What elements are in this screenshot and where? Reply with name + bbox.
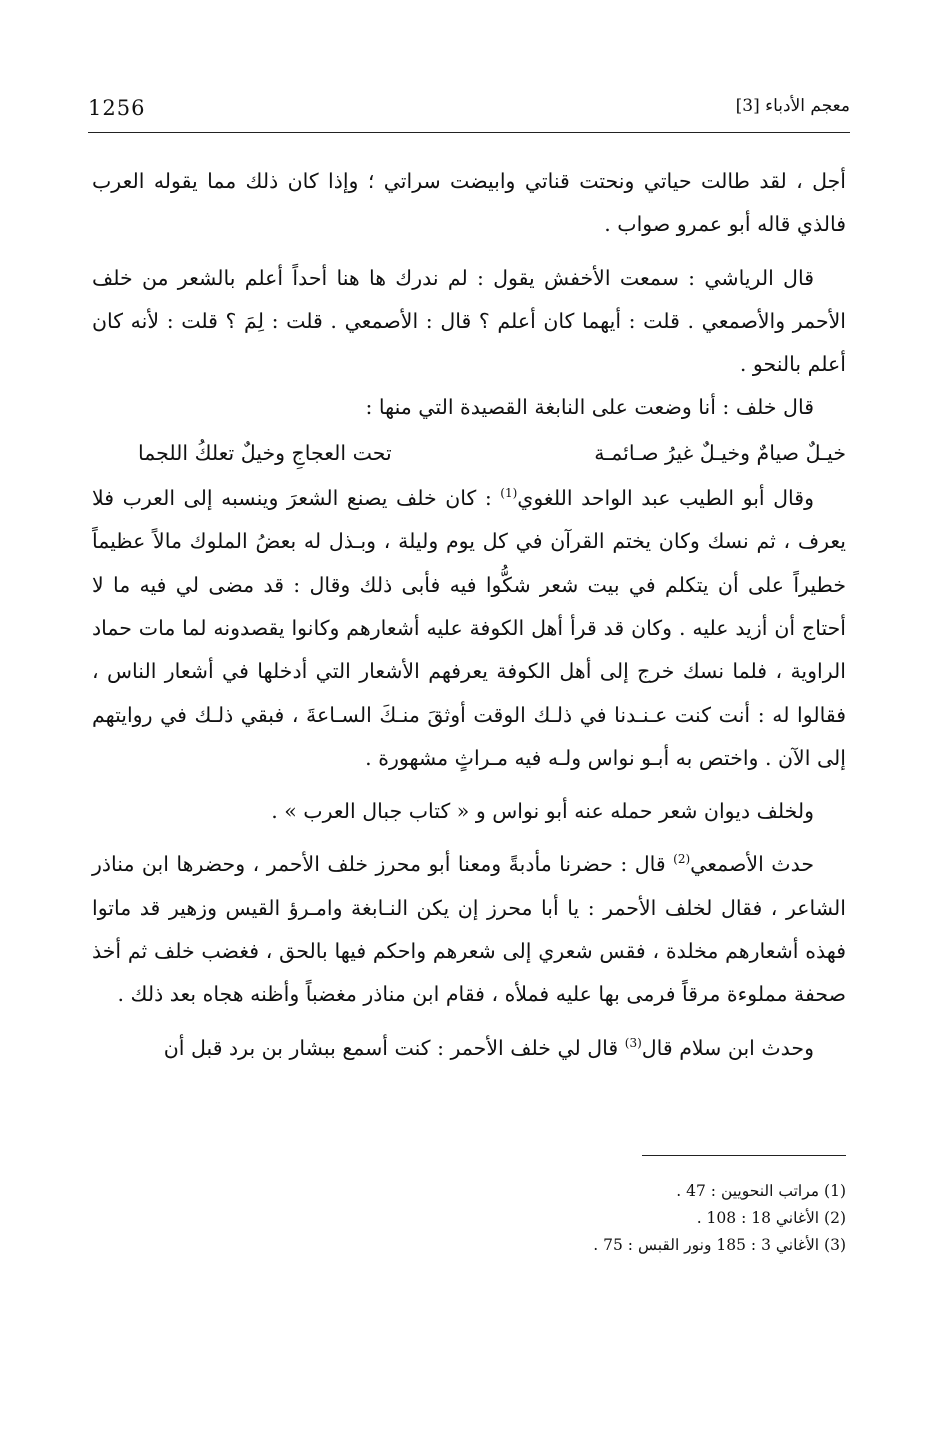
footnote-ref-2[interactable]: (2) [673, 852, 691, 867]
footnote-2: (2) الأغاني 18 : 108 . [696, 1209, 846, 1227]
paragraph-6 [92, 843, 846, 1016]
main-text [92, 160, 846, 1070]
paragraph-6-rest: قال : حضرنا مأدبةً ومعنا أبو محرز خلف الأحمر ، وحضرها ابن مناذر الشاعر ، فقال لخلف الأحمر : يا أبا محرز إن يكن النـابغة وامـرؤ القيس وزهير قد ماتوا فهذه أشعارهم مخلدة ، فقس شعري إلى شعرهم واحكم فيها بالحق ، فغضب خلف ثم أخذ صحفة مملوءة مرقاً فرمى بها عليه فملأه ، فقام ابن مناذر مغضباً وأظنه هجاه بعد ذلك . [92, 852, 846, 1007]
verse-first-hemistich: خيـلٌ صيامٌ وخيـلٌ غيرُ صـائمـة [594, 440, 846, 465]
footnote-divider [642, 1155, 846, 1156]
paragraph-3: قال خلف : أنا وضعت على النابغة القصيدة التي منها : [365, 395, 814, 420]
paragraph-7-rest: قال لي خلف الأحمر : كنت أسمع ببشار بن برد قبل أن [163, 1035, 625, 1060]
running-header [88, 96, 850, 130]
paragraph-4 [92, 477, 846, 780]
paragraph-4-rest: : كان خلف يصنع الشعرَ وينسبه إلى العرب فلا يعرف ، ثم نسك وكان يختم القرآن في كل يوم وليلة ، وبـذل له بعضُ الملوك مالاً عظيماً خطيراً على أن يتكلم في بيت شعر شكُّوا فيه فأبى ذلك وقال : قد مضى لي فيه ما لا أحتاج أن أزيد عليه . وكان قد قرأ أهل الكوفة عليه أشعارهم وكانوا يقصدونه لما مات حماد الراوية ، فلما نسك خرج إلى أهل الكوفة يعرفهم الأشعار التي أدخلها في أشعار الناس ، فقالوا له : أنت كنت عـنـدنا في ذلـك الوقت أوثقَ منـكَ السـاعةَ ، فبقي ذلـك في روايتهم إلى الآن . واختص به أبـو نواس ولـه فيه مـراثٍ مشهورة . [92, 486, 846, 770]
paragraph-4-start: وقال أبو الطيب عبد الواحد اللغوي [517, 486, 814, 511]
footnote-ref-3[interactable]: (3) [624, 1035, 642, 1050]
paragraph-7 [92, 1027, 846, 1070]
footnotes [92, 1178, 846, 1259]
footnote-3: (3) الأغاني 3 : 185 ونور القبس : 75 . [593, 1236, 846, 1254]
paragraph-7-start: وحدث ابن سلام قال [641, 1035, 814, 1060]
footnote-1: (1) مراتب النحويين : 47 . [676, 1182, 846, 1200]
paragraph-5: ولخلف ديوان شعر حمله عنه أبو نواس و « كتاب جبال العرب » . [271, 799, 814, 824]
verse-second-hemistich: تحت العجاجِ وخيلٌ تعلكُ اللجما [138, 440, 392, 465]
poetry-verse [92, 432, 846, 475]
paragraph-6-start: حدث الأصمعي [690, 852, 815, 877]
paragraph-2: قال الرياشي : سمعت الأخفش يقول : لم ندرك ها هنا أحداً أعلم بالشعر من خلف الأحمر والأصمعي . قلت : أيهما كان أعلم ؟ قال : الأصمعي . قلت : لِمَ ؟ قلت : لأنه كان أعلم بالنحو . [92, 265, 846, 377]
footnote-ref-1[interactable]: (1) [500, 486, 518, 501]
book-title: معجم الأدباء [3] [735, 96, 850, 116]
page-number: 1256 [88, 96, 146, 120]
paragraph-1: أجل ، لقد طالت حياتي ونحتت قناتي وابيضت سراتي ؛ وإذا كان ذلك مما يقوله العرب فالذي قاله أبو عمرو صواب . [92, 169, 846, 237]
header-divider [88, 132, 850, 133]
